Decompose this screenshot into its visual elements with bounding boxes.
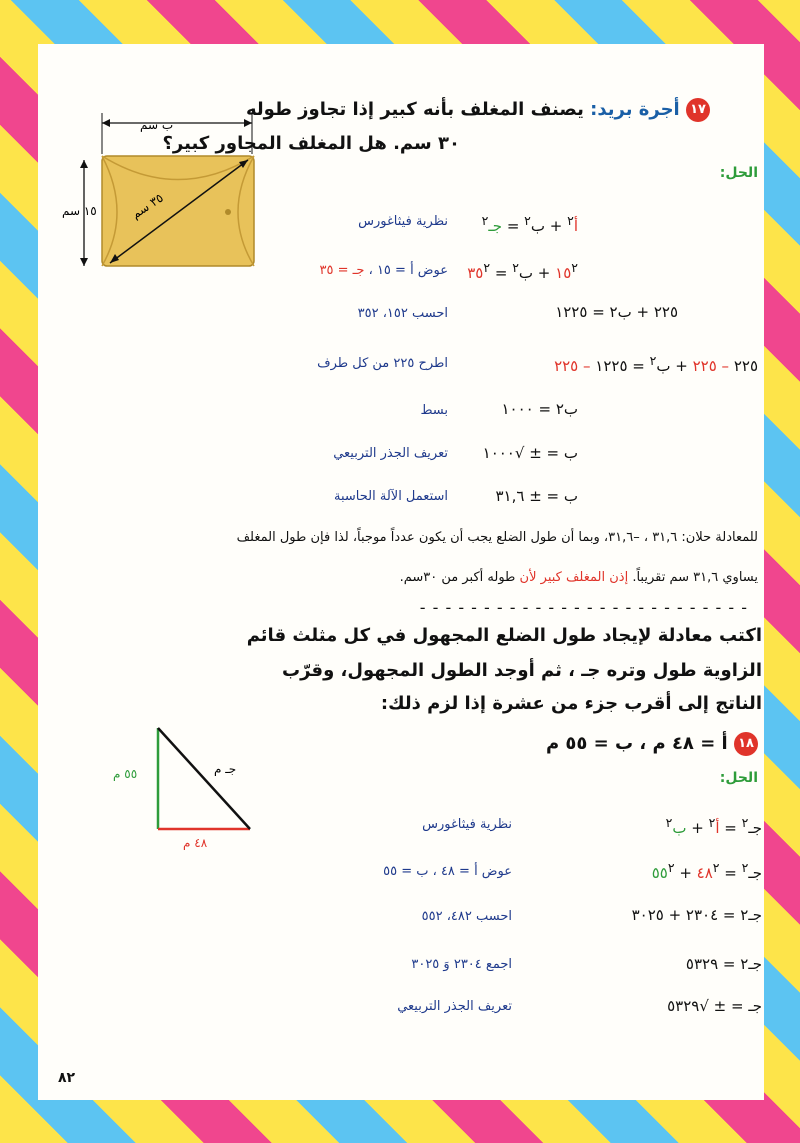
q18-step3-reason: احسب ٤٨٢، ٥٥٢ (421, 909, 512, 924)
q18-step4-reason: اجمع ٢٣٠٤ وَ ٣٠٢٥ (411, 957, 512, 972)
q17-step3-reason: احسب ١٥٢، ٣٥٢ (357, 306, 448, 321)
q17-step2-reason: عوض أ = ١٥ ، جـ = ٣٥ (319, 263, 448, 278)
section-divider: - - - - - - - - - - - - - - - - - - - - - - - - - - (419, 598, 748, 617)
q18-step1-reason: نظرية فيثاغورس (422, 817, 512, 832)
envelope-height-label: ١٥ سم (62, 204, 97, 218)
page-number: ٨٢ (58, 1070, 76, 1086)
q17-solution-label: الحل: (719, 165, 758, 181)
triangle-base-label: ٤٨ م (183, 836, 208, 850)
envelope-figure (62, 108, 260, 270)
q17-step4-eq: ٢٢٥ – ٢٢٥ + ب$^٢$ = ١٢٢٥ – ٢٢٥ (554, 353, 758, 375)
q18-step5-eq: جـ = ± √٥٣٢٩ (667, 997, 762, 1015)
q17-step3-eq: ٢٢٥ + ب٢ = ١٢٢٥ (555, 303, 678, 321)
q18-step5-reason: تعريف الجذر التربيعي (397, 999, 512, 1014)
triangle-hypotenuse (158, 728, 250, 829)
q17-step6-eq: ب = ± √١٠٠٠ (482, 444, 578, 462)
q17-heading-line (240, 98, 710, 122)
q18-given-line (546, 732, 758, 756)
q18-number-badge: ١٨ (734, 732, 758, 756)
q18-step2-reason: عوض أ = ٤٨ ، ب = ٥٥ (383, 864, 512, 879)
q17-line1: يصنف المغلف بأنه كبير إذا تجاوز طوله (245, 99, 584, 120)
q17-step5-eq: ب٢ = ١٠٠٠ (501, 400, 578, 418)
q18-given: أ = ٤٨ م ، ب = ٥٥ م (545, 733, 728, 754)
triangle-vert-label: ٥٥ م (113, 767, 138, 781)
q17-step7-eq: ب = ± ٣١,٦ (495, 487, 578, 505)
q17-step6-reason: تعريف الجذر التربيعي (333, 446, 448, 461)
instructions-line1: اكتب معادلة لإيجاد طول الضلع المجهول في كل مثلث قائم (246, 625, 762, 646)
q17-step1-reason: نظرية فيثاغورس (358, 214, 448, 229)
q17-conclusion-line2: يساوي ٣١,٦ سم تقريباً. إذن المغلف كبير لأن طوله أكبر من ٣٠سم. (399, 570, 758, 585)
q17-step7-reason: استعمل الآلة الحاسبة (334, 489, 448, 504)
q18-solution-label: الحل: (719, 770, 758, 786)
envelope-diagonal-label: ٣٥ سم (128, 190, 166, 222)
instructions-line3: الناتج إلى أقرب جزء من عشرة إذا لزم ذلك: (380, 693, 762, 714)
instructions-line2: الزاوية طول وتره جـ ، ثم أوجد الطول المجهول، وقرّب (282, 660, 762, 681)
q17-step1-eq: أ$^٢$ + ب$^٢$ = جـ$^٢$ (481, 213, 578, 235)
q17-number-badge: ١٧ (686, 98, 710, 122)
triangle-figure (150, 724, 260, 834)
q18-step1-eq: جـ$^٢$ = أ$^٢$ + ب$^٢$ (665, 815, 762, 837)
q17-heading: أجرة بريد: (590, 99, 680, 120)
q17-line2: ٣٠ سم. هل المغلف المجاور كبير؟ (162, 133, 460, 154)
q17-step4-reason: اطرح ٢٢٥ من كل طرف (317, 356, 448, 371)
q18-step2-eq: جـ$^٢$ = $٤٨^٢$ + $٥٥^٢$ (651, 860, 762, 882)
q17-step2-eq: $١٥^٢$ + ب$^٢$ = $٣٥^٢$ (467, 260, 578, 282)
q17-step5-reason: بسط (420, 403, 448, 418)
q18-step4-eq: جـ٢ = ٥٣٢٩ (685, 955, 762, 973)
triangle-hyp-label: جـ م (214, 762, 237, 776)
q18-step3-eq: جـ٢ = ٢٣٠٤ + ٣٠٢٥ (631, 906, 762, 924)
q17-conclusion-line1: للمعادلة حلان: ٣١,٦ ، –٣١,٦، وبما أن طول الضلع يجب أن يكون عدداً موجباً، لذا فإن طول المغلف (236, 530, 758, 545)
envelope-width-label: ب سم (140, 118, 174, 132)
